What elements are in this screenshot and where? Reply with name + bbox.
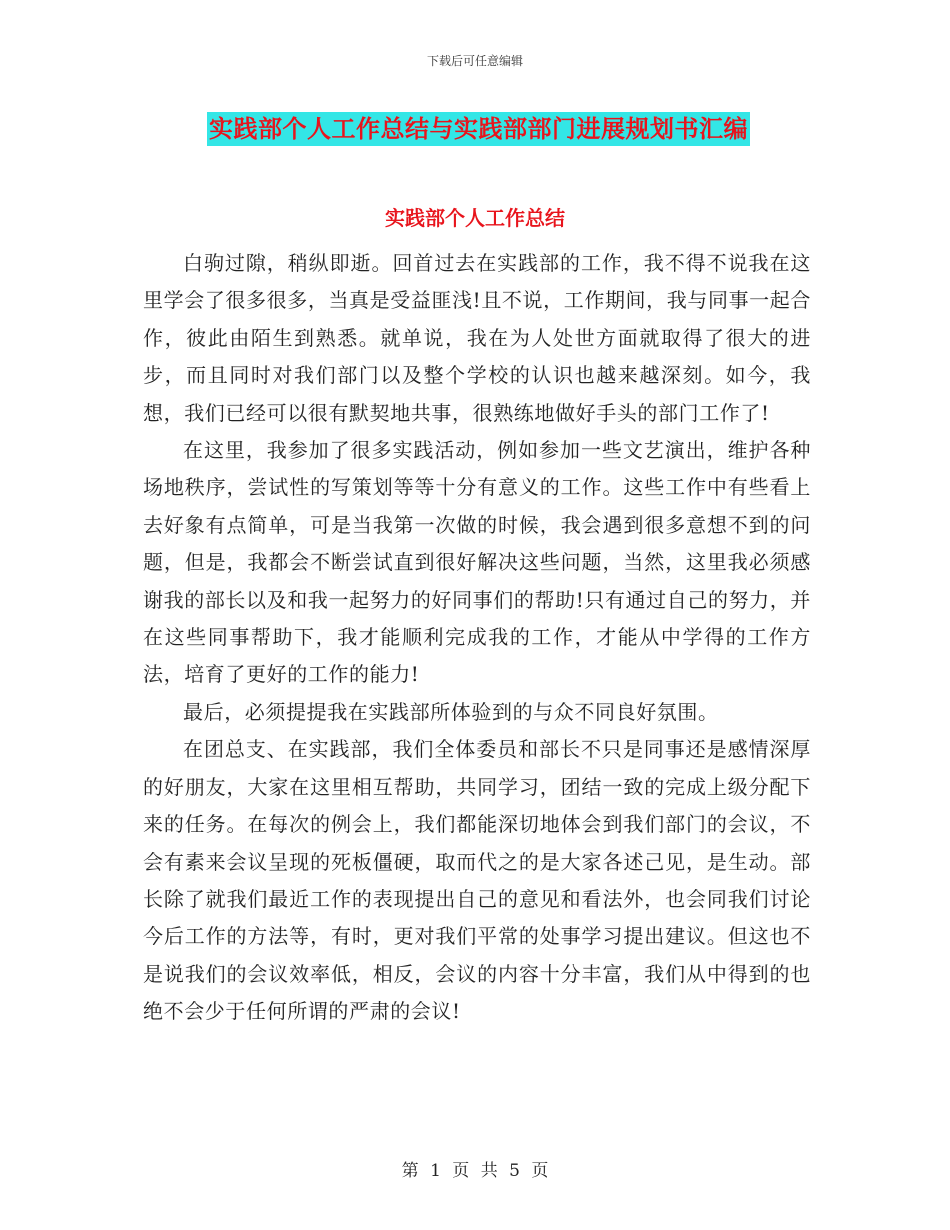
header-note: 下载后可任意编辑 (426, 54, 523, 68)
paragraph: 最后，必须提提我在实践部所体验到的与众不同良好氛围。 (183, 699, 719, 724)
document-body (143, 245, 811, 1031)
page-footer: 第 1 页 共 5 页 (401, 1161, 549, 1181)
document-title: 实践部个人工作总结与实践部部门进展规划书汇编 (207, 112, 750, 146)
section-title: 实践部个人工作总结 (385, 206, 565, 230)
paragraph: 白驹过隙，稍纵即逝。回首过去在实践部的工作，我不得不说我在这里学会了很多很多，当真是受益匪浅!且不说，工作期间，我与同事一起合作，彼此由陌生到熟悉。就单说，我在为人处世方面就取得了很大的进步，而且同时对我们部门以及整个学校的认识也越来越深刻。如今，我想，我们已经可以很有默契地共事，很熟练地做好手头的部门工作了! (143, 251, 811, 425)
paragraph: 在这里，我参加了很多实践活动，例如参加一些文艺演出，维护各种场地秩序，尝试性的写策划等等十分有意义的工作。这些工作中有些看上去好象有点简单，可是当我第一次做的时候，我会遇到很多意想不到的问题，但是，我都会不断尝试直到很好解决这些问题，当然，这里我必须感谢我的部长以及和我一起努力的好同事们的帮助!只有通过自己的努力，并在这些同事帮助下，我才能顺利完成我的工作，才能从中学得的工作方法，培育了更好的工作的能力! (143, 438, 811, 687)
paragraph: 在团总支、在实践部，我们全体委员和部长不只是同事还是感情深厚的好朋友，大家在这里相互帮助，共同学习，团结一致的完成上级分配下来的任务。在每次的例会上，我们都能深切地体会到我们部门的会议，不会有素来会议呈现的死板僵硬，取而代之的是大家各述己见，是生动。部长除了就我们最近工作的表现提出自己的意见和看法外，也会同我们讨论今后工作的方法等，有时，更对我们平常的处事学习提出建议。但这也不是说我们的会议效率低，相反，会议的内容十分丰富，我们从中得到的也绝不会少于任何所谓的严肃的会议! (143, 737, 811, 1024)
